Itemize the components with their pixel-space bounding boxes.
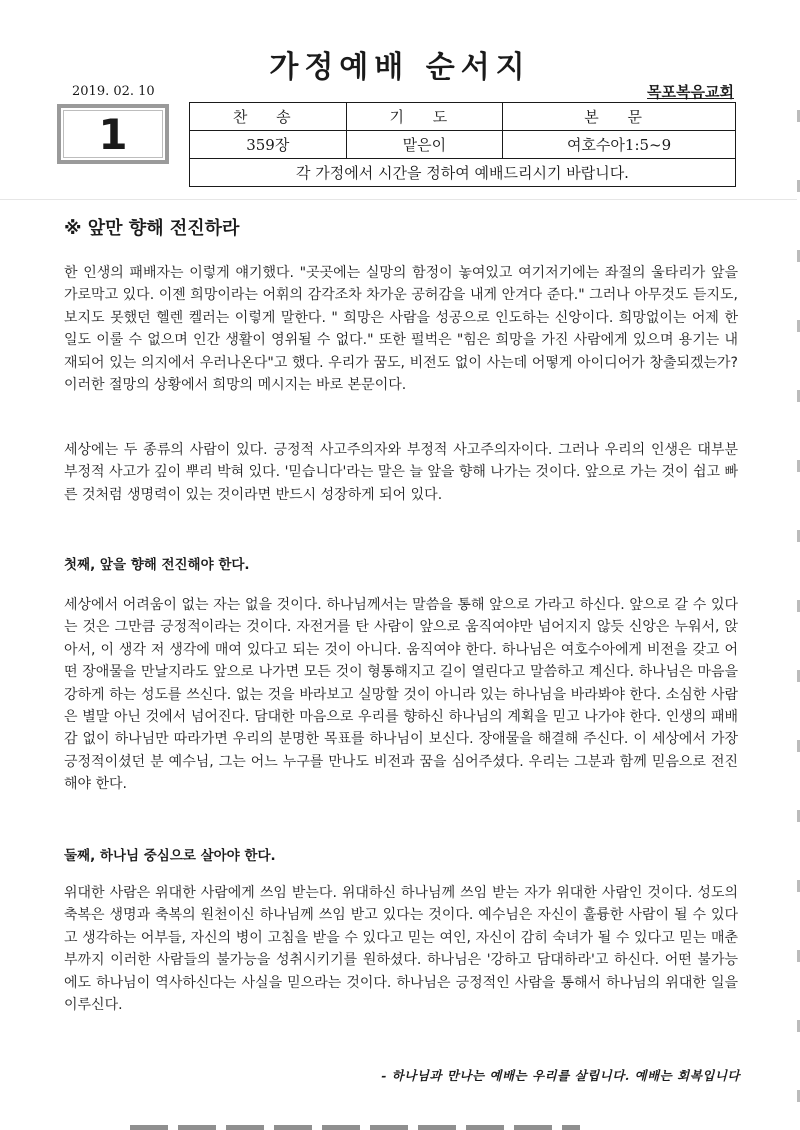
order-header-row [190, 103, 736, 131]
sermon-title: ※ 앞만 향해 전진하라 [64, 218, 240, 239]
point-1-body: 세상에서 어려움이 없는 자는 없을 것이다. 하나님께서는 말씀을 통해 앞으로 가라고 하신다. 앞으로 갈 수 있다는 것은 그만큼 긍정적이라는 것이다. 자전거를 탄 사람이 앞으로 움직여야만 넘어지지 않듯 신앙은 누워서, 앉아서, 이 생각 저 생각에 매여 있다고 되는 것이 아니다. 움직여야 한다. 하나님은 여호수아에게 비전을 갖고 어떤 장애물을 만날지라도 앞으로 나가면 모든 것이 형통해지고 길이 열린다고 말씀하고 계신다. 하나님은 마음을 강하게 하는 성도를 쓰신다. 없는 것을 바라보고 실망할 것이 아니라 있는 하나님을 바라봐야 한다. 소심한 사람은 별말 아닌 것에서 넘어진다. 담대한 마음으로 우리를 향하신 하나님의 계획을 믿고 나가야 한다. 인생의 패배감 없이 하나님만 따라가면 우리의 분명한 목표를 하나님이 보신다. 장애물을 해결해 주신다. 이 세상에서 가장 긍정적이셨던 분 예수님, 그는 어느 누구를 만나도 비전과 꿈을 심어주셨다. 우리는 그분과 함께 믿음으로 전진해야 한다. [64, 597, 738, 793]
point-1-title: 첫째, 앞을 향해 전진해야 한다. [64, 557, 250, 573]
scripture-value: 여호수아1:5~9 [503, 131, 736, 159]
church-name: 목포복음교회 [647, 83, 734, 101]
week-number-box [57, 104, 169, 164]
worship-order-table [189, 102, 736, 187]
intro-paragraph-2: 세상에는 두 종류의 사람이 있다. 긍정적 사고주의자와 부정적 사고주의자이다. 그러나 우리의 인생은 대부분 부정적 사고가 깊이 뿌리 박혀 있다. '믿습니다'라는 말은 늘 앞을 향해 나가는 것이다. 앞으로 가는 것이 쉽고 빠른 것처럼 생명력이 있는 것이라면 반드시 성장하게 되어 있다. [64, 442, 738, 503]
point-2-body: 위대한 사람은 위대한 사람에게 쓰임 받는다. 위대하신 하나님께 쓰임 받는 자가 위대한 사람인 것이다. 성도의 축복은 생명과 축복의 원천이신 하나님께 쓰임 받고 있다는 것이다. 예수님은 자신이 훌륭한 사람이 될 수 있다고 생각하는 어부들, 자신의 병이 고침을 받을 수 있다고 믿는 여인, 자신이 감히 숙녀가 될 수 있다고 믿는 매춘부까지 이러한 사람들의 불가능을 성취시키기를 원하셨다. 하나님은 '강하고 담대하라'고 하신다. 어떤 불가능에도 하나님이 역사하신다는 사실을 믿으라는 것이다. 하나님은 긍정적인 사람을 통해서 하나님의 위대한 일을 이루신다. [64, 885, 738, 1014]
order-note-row [190, 159, 736, 187]
prayer-value: 맡은이 [346, 131, 503, 159]
bottom-edge-strip [130, 1125, 580, 1130]
point-2-title: 둘째, 하나님 중심으로 살아야 한다. [64, 848, 276, 864]
intro-paragraph-1: 한 인생의 패배자는 이렇게 얘기했다. "곳곳에는 실망의 함정이 놓여있고 여기저기에는 좌절의 울타리가 앞을 가로막고 있다. 이젠 희망이라는 어휘의 감각조차 차가운 공허감을 내게 안겨다 준다." 그러나 아무것도 듣지도, 보지도 못했던 헬렌 켈러는 이렇게 말한다. " 희망은 사람을 성공으로 인도하는 신앙이다. 희망없이는 어제 한 일도 이룰 수 없으며 인간 생활이 영위될 수 없다." 또한 펄벅은 "힘은 희망을 가진 사람에게 있으며 용기는 내재되어 있는 의지에서 우러나온다"고 했다. 우리가 꿈도, 비전도 없이 사는데 어떻게 아이디어가 창출되겠는가? 이러한 절망의 상황에서 희망의 메시지는 바로 본문이다. [64, 265, 738, 394]
scripture-header: 본 문 [503, 103, 736, 131]
order-note: 각 가정에서 시간을 정하여 예배드리시기 바랍니다. [190, 159, 736, 187]
order-value-row [190, 131, 736, 159]
divider [0, 199, 800, 200]
prayer-header: 기 도 [346, 103, 503, 131]
service-date: 2019. 02. 10 [72, 84, 155, 99]
hymn-header: 찬 송 [190, 103, 347, 131]
page-title: 가정예배 순서지 [269, 50, 531, 85]
week-number: 1 [98, 109, 128, 159]
hymn-value: 359장 [190, 131, 347, 159]
closing-signature: - 하나님과 만나는 예배는 우리를 살립니다. 예배는 회복입니다 [381, 1068, 740, 1083]
